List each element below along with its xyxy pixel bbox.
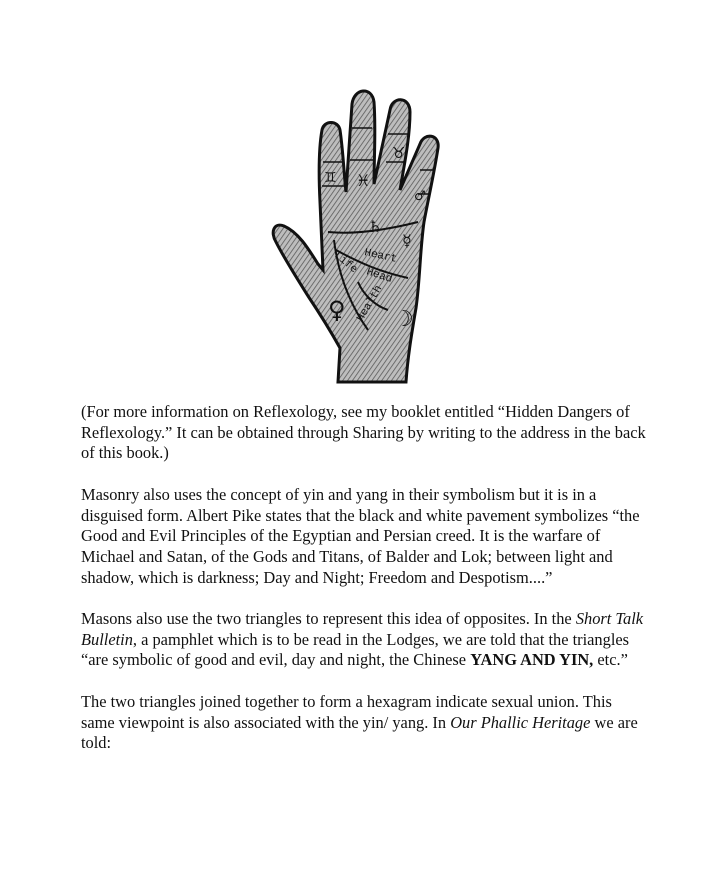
head-line-label: Head (364, 266, 394, 286)
yang-and-yin-emphasis: YANG AND YIN, (470, 650, 594, 670)
palm-hand-illustration (268, 82, 448, 386)
moon-symbol: ☽ (394, 307, 414, 332)
paragraph-triangles (81, 609, 647, 671)
health-line-label: Health (355, 283, 386, 324)
paragraph-masonry-yin-yang: Masonry also uses the concept of yin and yang in their symbolism but it is in a disguised form. Albert Pike states that the black and white pavement symbolizes “the Good and Evil Principles of the Egyptian and Persian creed. It is the warfare of Michael and Satan, of the Gods and Titans, of Balder and Lok; between light and shadow, which is darkness; Day and Night; Freedom and Despotism....” (81, 484, 640, 587)
hand-outline (273, 91, 438, 382)
p4-text-after: we are told: (81, 712, 638, 753)
body-text (81, 402, 647, 775)
p3-text-before: Masons also use the two triangles to represent this idea of opposites. In the (81, 609, 576, 628)
mars-symbol: ♂ (414, 189, 426, 204)
pisces-symbol: ♓ (356, 171, 371, 190)
paragraph-reflexology-note: (For more information on Reflexology, see my booklet entitled “Hidden Dangers of Reflexology.” It can be obtained through Sharing by writing to the address in the back of this book.) (81, 402, 646, 463)
heart-line-label: Heart (363, 247, 398, 266)
mercury-symbol: ☿ (402, 231, 412, 250)
palm-figure (268, 82, 448, 386)
life-line-label: Life (331, 249, 360, 277)
saturn-symbol: ♄ (368, 217, 383, 236)
venus-symbol: ♀ (328, 296, 346, 324)
paragraph-hexagram (81, 692, 647, 754)
p3-text-middle: , a pamphlet which is to be read in the Lodges, we are told that the triangles “are symbolic of good and evil, day and night, the Chinese (81, 629, 630, 670)
short-talk-bulletin-title: Short Talk Bulletin (81, 609, 644, 649)
gemini-symbol: ♊ (324, 170, 337, 186)
p4-text-before: The two triangles joined together to form a hexagram indicate sexual union. This same viewpoint is also associated with the yin/ yang. In (81, 691, 612, 732)
our-phallic-heritage-title: Our Phallic Heritage (450, 712, 591, 732)
taurus-symbol: ♉ (392, 144, 406, 162)
p3-text-after: etc.” (593, 650, 628, 670)
